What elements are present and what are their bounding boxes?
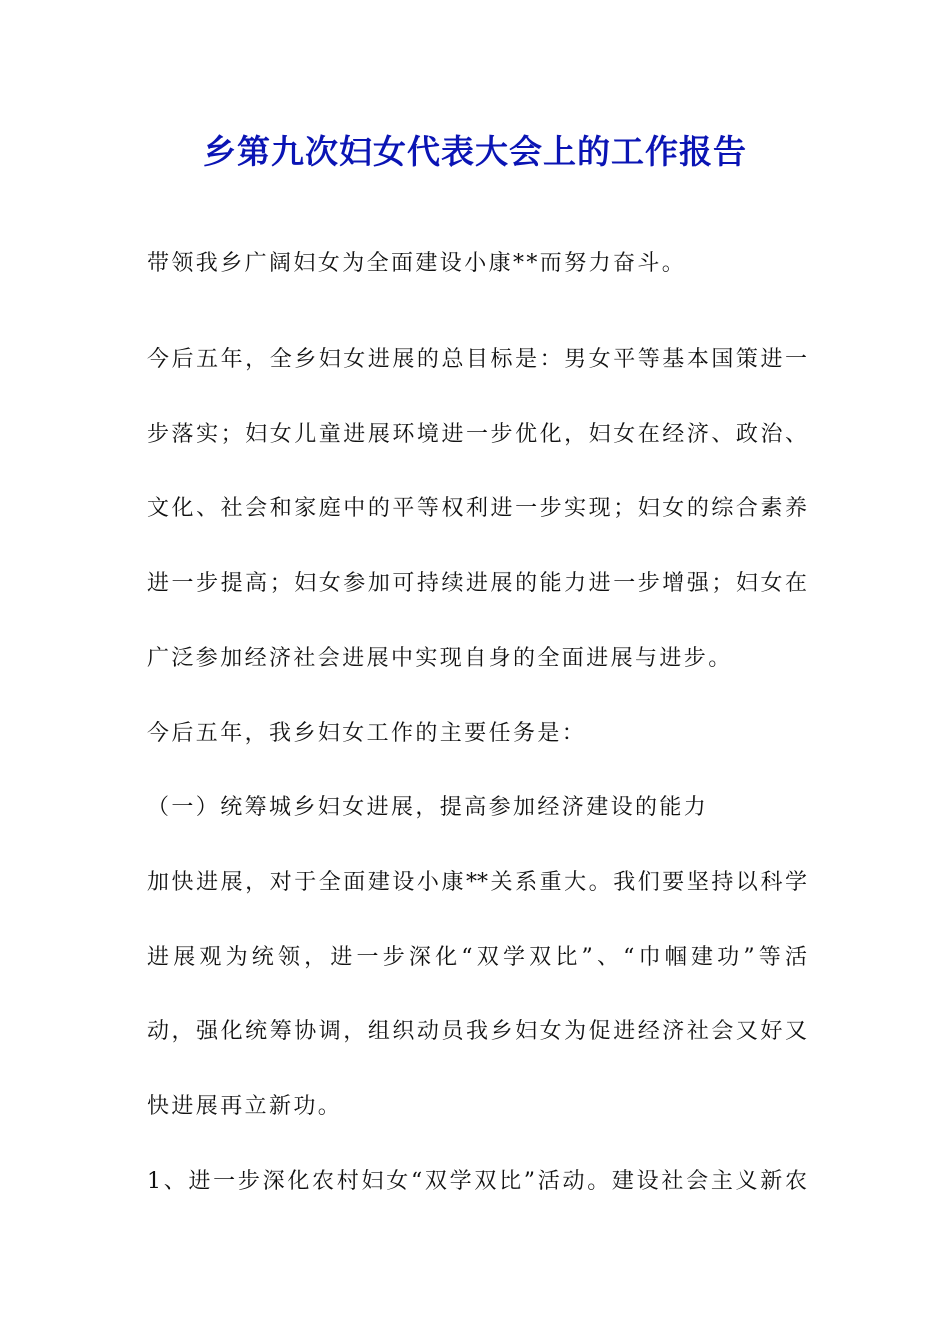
paragraph-line: 快进展再立新功。 (147, 1094, 343, 1119)
paragraph-line: 进一步提高；妇女参加可持续进展的能力进一步增强；妇女在 (147, 571, 807, 596)
document-title: 乡第九次妇女代表大会上的工作报告 (203, 132, 747, 171)
paragraph-line: 广泛参加经济社会进展中实现自身的全面进展与进步。 (147, 646, 733, 671)
paragraph-line: 进展观为统领，进一步深化“双学双比”、“巾帼建功”等活 (147, 945, 807, 970)
paragraph-line: 动，强化统筹协调，组织动员我乡妇女为促进经济社会又好又 (147, 1019, 807, 1044)
paragraph-line: 今后五年，我乡妇女工作的主要任务是： (147, 721, 587, 746)
paragraph-line: 加快进展，对于全面建设小康**关系重大。我们要坚持以科学 (147, 870, 807, 895)
section-heading: （一）统筹城乡妇女进展，提高参加经济建设的能力 (147, 795, 709, 820)
paragraph-line: 带领我乡广阔妇女为全面建设小康**而努力奋斗。 (147, 251, 687, 276)
paragraph-line: 今后五年，全乡妇女进展的总目标是：男女平等基本国策进一 (147, 347, 807, 372)
paragraph-line: 1、进一步深化农村妇女“双学双比”活动。建设社会主义新农 (147, 1169, 807, 1194)
paragraph-line: 文化、社会和家庭中的平等权利进一步实现；妇女的综合素养 (147, 496, 807, 521)
paragraph-line: 步落实；妇女儿童进展环境进一步优化，妇女在经济、政治、 (147, 422, 807, 447)
